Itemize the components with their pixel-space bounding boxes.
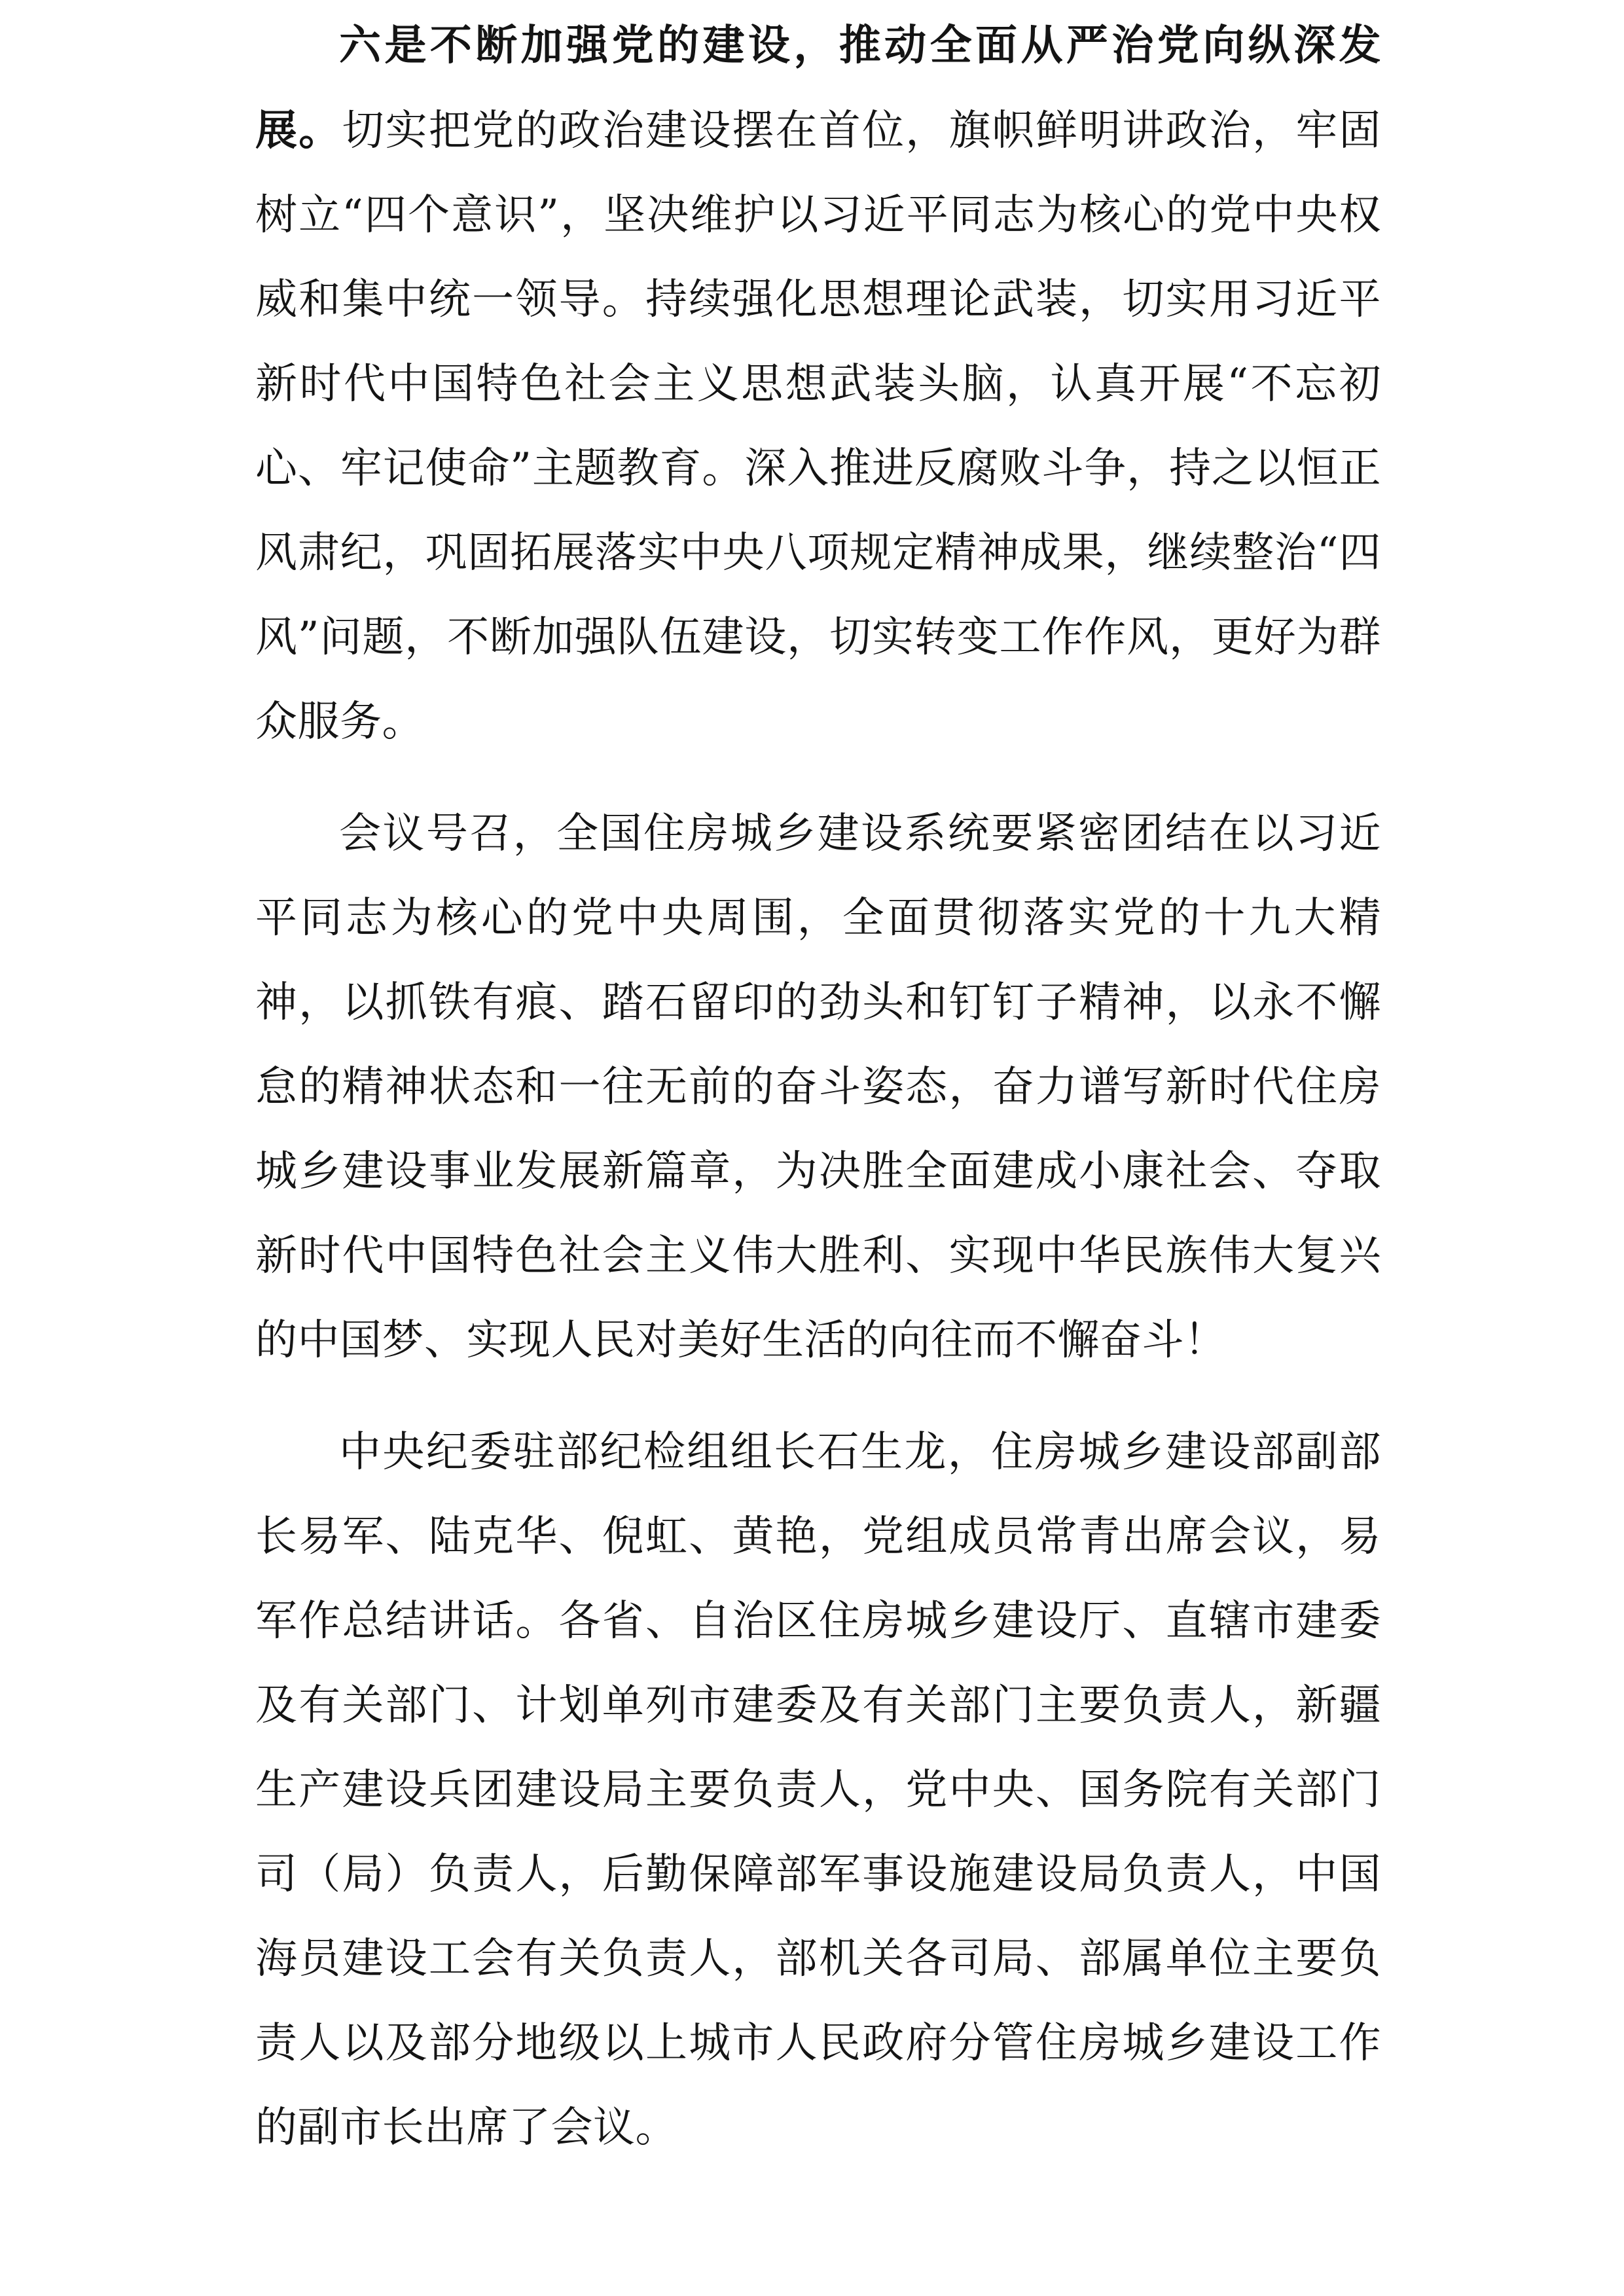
paragraph-meeting-call bbox=[255, 792, 1381, 1383]
paragraph-text: 切实把党的政治建设摆在首位，旗帜鲜明讲政治，牢固树立“四个意识”，坚决维护以习近平同志为核心的党中央权威和集中统一领导。持续强化思想理论武装，切实用习近平新时代中国特色社会主义思想武装头脑，认真开展“不忘初心、牢记使命”主题教育。深入推进反腐败斗争，持之以恒正风肃纪，巩固拓展落实中央八项规定精神成果，继续整治“四风”问题，不断加强队伍建设，切实转变工作作风，更好为群众服务。 bbox=[255, 107, 1382, 746]
paragraph-text: 会议号召，全国住房城乡建设系统要紧密团结在以习近平同志为核心的党中央周围，全面贯彻落实党的十九大精神，以抓铁有痕、踏石留印的劲头和钉钉子精神，以永不懈怠的精神状态和一往无前的奋斗姿态，奋力谱写新时代住房城乡建设事业发展新篇章，为决胜全面建成小康社会、夺取新时代中国特色社会主义伟大胜利、实现中华民族伟大复兴的中国梦、实现人民对美好生活的向往而不懈奋斗！ bbox=[255, 810, 1381, 1365]
paragraph-text: 中央纪委驻部纪检组组长石生龙，住房城乡建设部副部长易军、陆克华、倪虹、黄艳，党组成员常青出席会议，易军作总结讲话。各省、自治区住房城乡建设厅、直辖市建委及有关部门、计划单列市建委及有关部门主要负责人，新疆生产建设兵团建设局主要负责人，党中央、国务院有关部门司（局）负责人，后勤保障部军事设施建设局负责人，中国海员建设工会有关负责人，部机关各司局、部属单位主要负责人以及部分地级以上城市人民政府分管住房城乡建设工作的副市长出席了会议。 bbox=[255, 1428, 1381, 2152]
paragraph-party-building bbox=[255, 3, 1381, 764]
paragraph-attendees bbox=[255, 1410, 1381, 2170]
document-body bbox=[255, 0, 1381, 2170]
paragraph-lead-heading: 六是不断加强党的建设，推动全面从严治党向纵深发展。 bbox=[255, 21, 1381, 155]
